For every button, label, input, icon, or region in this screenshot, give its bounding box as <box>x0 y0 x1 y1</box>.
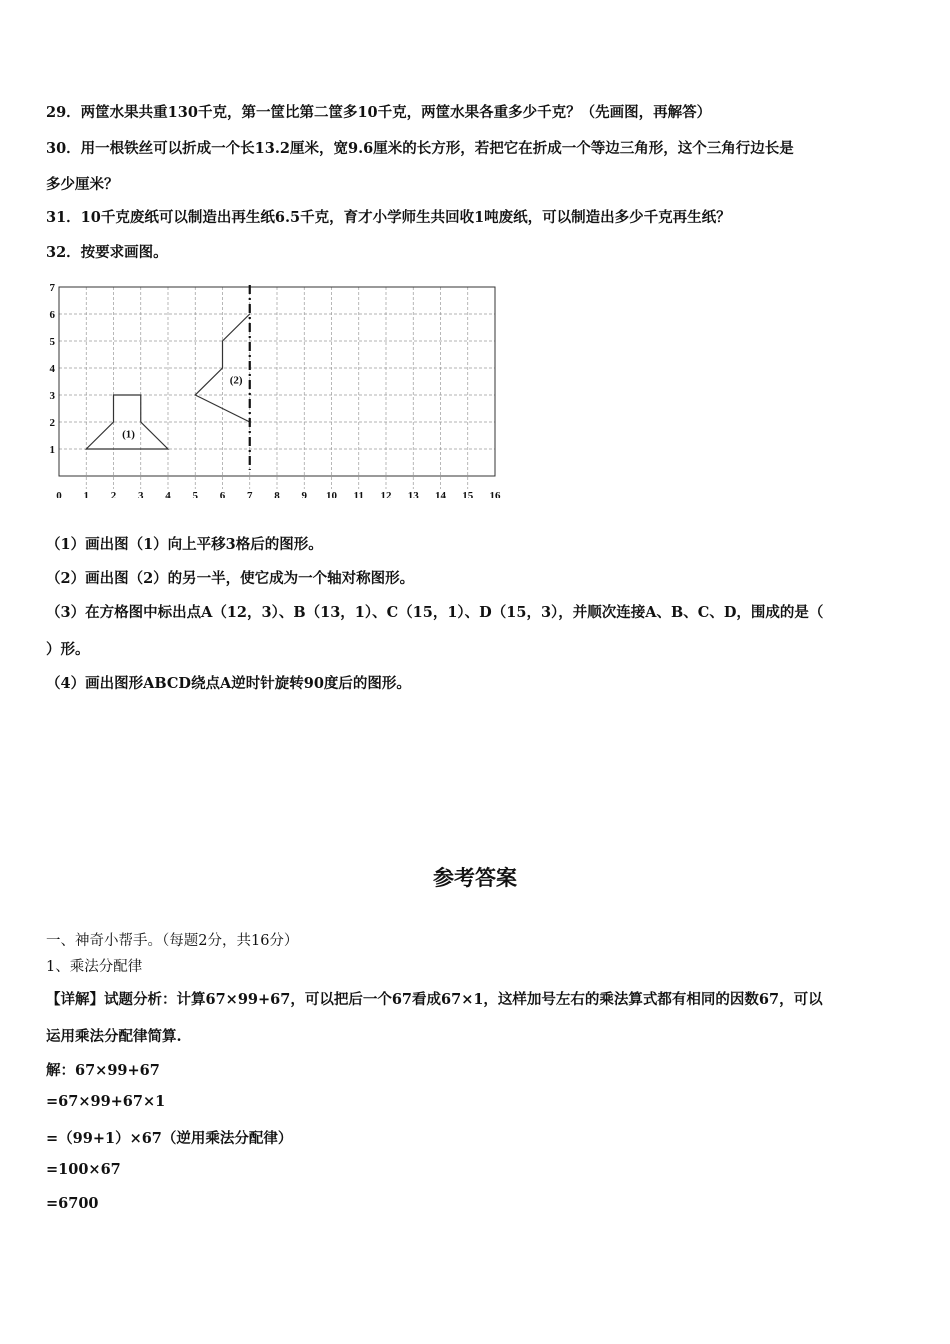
sub-question-2: （2）画出图（2）的另一半，使它成为一个轴对称图形。 <box>46 570 415 587</box>
x-tick-label: 6 <box>219 490 226 498</box>
x-tick-label: 11 <box>353 490 364 498</box>
sub-question-4: （4）画出图形ABCD绕点A逆时针旋转90度后的图形。 <box>46 675 411 692</box>
question-30-line1: 30．用一根铁丝可以折成一个长13.2厘米，宽9.6厘米的长方形，若把它在折成一个等边三角形，这个三角行边长是 <box>46 140 794 157</box>
answer-section-heading: 一、神奇小帮手。（每题2分，共16分） <box>46 933 299 949</box>
x-tick-label: 15 <box>462 490 474 498</box>
x-tick-label: 14 <box>435 490 446 498</box>
question-29: 29．两筐水果共重130千克，第一筐比第二筐多10千克，两筐水果各重多少千克？（先画图，再解答） <box>46 104 712 121</box>
x-tick-label: 13 <box>407 490 419 498</box>
x-tick-label: 7 <box>247 490 253 498</box>
x-tick-label: 10 <box>326 490 337 498</box>
x-tick-label: 9 <box>301 490 307 498</box>
y-tick-label: 5 <box>49 336 55 348</box>
x-tick-label: 4 <box>165 490 171 498</box>
answer-title: 参考答案 <box>433 865 517 890</box>
sub-question-3-line2: ）形。 <box>46 641 90 658</box>
solution-step-3: =（99+1）×67（逆用乘法分配律） <box>46 1130 293 1147</box>
answer-detail-line1: 【详解】试题分析：计算67×99+67，可以把后一个67看成67×1，这样加号左右的乘法算式都有相同的因数67，可以 <box>46 991 823 1008</box>
solution-step-5: =6700 <box>46 1195 99 1212</box>
answer-item-1: 1、乘法分配律 <box>46 959 143 975</box>
solution-step-1: 解：67×99+67 <box>46 1062 160 1079</box>
x-tick-label: 0 <box>56 490 62 498</box>
x-tick-label: 5 <box>192 490 198 498</box>
answer-detail-line2: 运用乘法分配律简算. <box>46 1028 182 1045</box>
x-tick-label: 3 <box>138 490 144 498</box>
grid-figure <box>44 276 514 498</box>
solution-step-4: =100×67 <box>46 1161 121 1178</box>
sub-question-3-line1: （3）在方格图中标出点A（12，3）、B（13，1）、C（15，1）、D（15，3），并顺次连接A、B、C、D，围成的是（ <box>46 604 824 621</box>
x-tick-label: 12 <box>380 490 392 498</box>
x-tick-label: 16 <box>489 490 501 498</box>
question-32: 32．按要求画图。 <box>46 244 168 261</box>
question-30-line2: 多少厘米？ <box>46 176 119 193</box>
shape-1-label: (1) <box>122 428 135 441</box>
y-tick-label: 7 <box>49 282 55 294</box>
y-tick-label: 2 <box>49 417 55 429</box>
x-tick-label: 1 <box>83 490 89 498</box>
y-tick-label: 3 <box>49 390 55 402</box>
solution-step-2: =67×99+67×1 <box>46 1093 166 1110</box>
y-tick-label: 1 <box>49 444 55 456</box>
x-tick-label: 8 <box>274 490 280 498</box>
x-axis-ticks <box>56 490 501 498</box>
shape-2-label: (2) <box>229 374 243 387</box>
question-31: 31．10千克废纸可以制造出再生纸6.5千克，育才小学师生共回收1吨废纸，可以制造出多少千克再生纸？ <box>46 209 731 226</box>
grid-lines <box>59 287 495 489</box>
y-tick-label: 4 <box>49 363 55 375</box>
sub-question-1: （1）画出图（1）向上平移3格后的图形。 <box>46 536 323 553</box>
y-tick-label: 6 <box>49 309 55 321</box>
x-tick-label: 2 <box>110 490 117 498</box>
y-axis-ticks <box>50 282 56 456</box>
